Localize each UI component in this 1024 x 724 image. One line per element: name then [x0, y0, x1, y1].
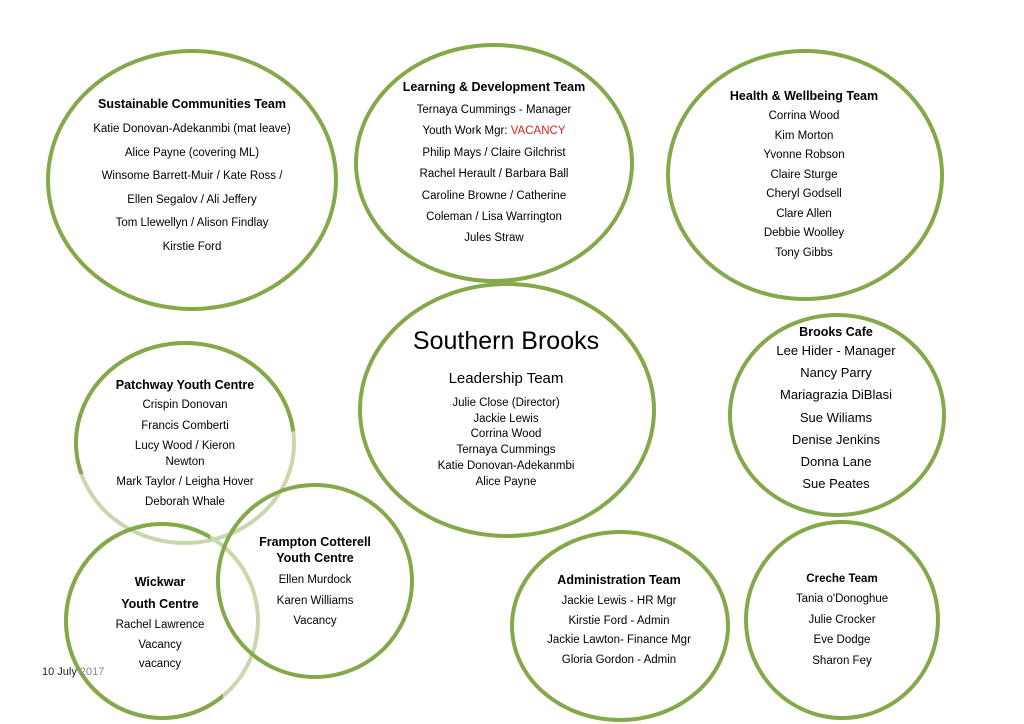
member: Eve Dodge	[813, 634, 871, 646]
learning-team	[374, 79, 614, 250]
member: Vacancy	[293, 615, 337, 627]
member: Rachel Herault / Barbara Ball	[419, 168, 569, 181]
member: Alice Payne	[475, 475, 537, 488]
team-title: Learning & Development Team	[402, 80, 586, 94]
leadership-team	[386, 325, 626, 490]
member: Jackie Lewis - HR Mgr	[561, 595, 677, 607]
member: Ternaya Cummings	[456, 444, 556, 457]
team-title: Patchway Youth Centre	[115, 378, 255, 392]
member: Debbie Woolley	[763, 227, 845, 239]
member: Karen Williams	[276, 594, 354, 607]
team-title: Youth Centre	[276, 551, 354, 565]
member: Newton	[165, 455, 205, 468]
admin-team	[519, 572, 719, 670]
member: Nancy Parry	[800, 365, 872, 381]
team-title: Sustainable Communities Team	[97, 97, 286, 111]
member: Ellen Segalov / Ali Jeffery	[127, 193, 257, 206]
member: Sue Peates	[802, 476, 870, 492]
team-title: Wickwar	[134, 575, 186, 589]
member: Yvonne Robson	[763, 149, 845, 161]
member: Sue Wiliams	[799, 409, 873, 425]
patchway-team	[95, 377, 275, 508]
team-title: Youth Centre	[121, 597, 199, 611]
member: Kirstie Ford - Admin	[568, 614, 670, 627]
wickwar-team	[80, 572, 240, 675]
member: Denise Jenkins	[791, 431, 881, 447]
date-text: 10 July	[42, 666, 80, 678]
frampton-team	[235, 534, 395, 632]
member: Rachel Lawrence	[115, 619, 205, 631]
member	[374, 121, 614, 142]
member: Katie Donovan-Adekanmbi	[437, 459, 575, 472]
member: Gloria Gordon - Admin	[561, 653, 677, 666]
vacancy-label: VACANCY	[510, 125, 566, 138]
member: Mariagrazia DiBlasi	[780, 387, 892, 403]
org-title: Southern Brooks	[412, 327, 600, 355]
health-team	[684, 88, 924, 263]
team-title: Leadership Team	[448, 370, 564, 387]
team-title: Frampton Cotterell	[259, 535, 371, 549]
member: Sharon Fey	[812, 654, 872, 667]
member: Claire Sturge	[770, 168, 838, 181]
date-footer	[42, 666, 104, 678]
member: Francis Comberti	[141, 419, 229, 432]
member: Vacancy	[138, 638, 182, 651]
member: Crispin Donovan	[142, 399, 228, 411]
member: Lucy Wood / Kieron	[134, 440, 236, 452]
member: Lee Hider - Manager	[776, 343, 896, 358]
member: Tony Gibbs	[775, 246, 833, 259]
member: Julie Close (Director)	[452, 397, 560, 409]
sustainable-team	[72, 96, 312, 259]
member: Mark Taylor / Leigha Hover	[116, 475, 254, 488]
member: Tom Llewellyn / Alison Findlay	[115, 217, 269, 229]
member: Coleman / Lisa Warrington	[426, 211, 562, 224]
member: Jackie Lawton- Finance Mgr	[547, 634, 691, 646]
member: Tania o'Donoghue	[795, 593, 889, 605]
member: Corrina Wood	[768, 110, 840, 122]
member-role: Youth Work Mgr:	[422, 125, 511, 138]
team-title: Brooks Cafe	[799, 325, 873, 339]
member: Katie Donovan-Adekanmbi (mat leave)	[93, 123, 291, 135]
member: Julie Crocker	[808, 613, 876, 626]
date-year: 2017	[79, 666, 105, 678]
team-title: Administration Team	[557, 573, 681, 587]
creche-team	[762, 571, 922, 671]
member: Ellen Murdock	[278, 574, 352, 586]
member: Alice Payne (covering ML)	[124, 146, 260, 159]
member: Philip Mays / Claire Gilchrist	[422, 146, 566, 159]
member: Donna Lane	[800, 454, 872, 470]
member: Kim Morton	[774, 129, 834, 142]
team-title: Creche Team	[806, 573, 878, 585]
member: vacancy	[138, 658, 182, 670]
member: Ternaya Cummings - Manager	[416, 104, 572, 116]
member: Winsome Barrett-Muir / Kate Ross /	[101, 170, 283, 182]
team-title: Health & Wellbeing Team	[729, 89, 879, 103]
member: Kirstie Ford	[162, 240, 222, 253]
member: Corrina Wood	[470, 428, 542, 441]
member: Cheryl Godsell	[766, 188, 842, 200]
member: Jules Straw	[464, 232, 524, 245]
cafe-team	[736, 324, 936, 495]
member: Clare Allen	[776, 207, 832, 220]
member: Deborah Whale	[145, 495, 225, 508]
member: Jackie Lewis	[473, 412, 539, 425]
member: Caroline Browne / Catherine	[421, 189, 567, 202]
